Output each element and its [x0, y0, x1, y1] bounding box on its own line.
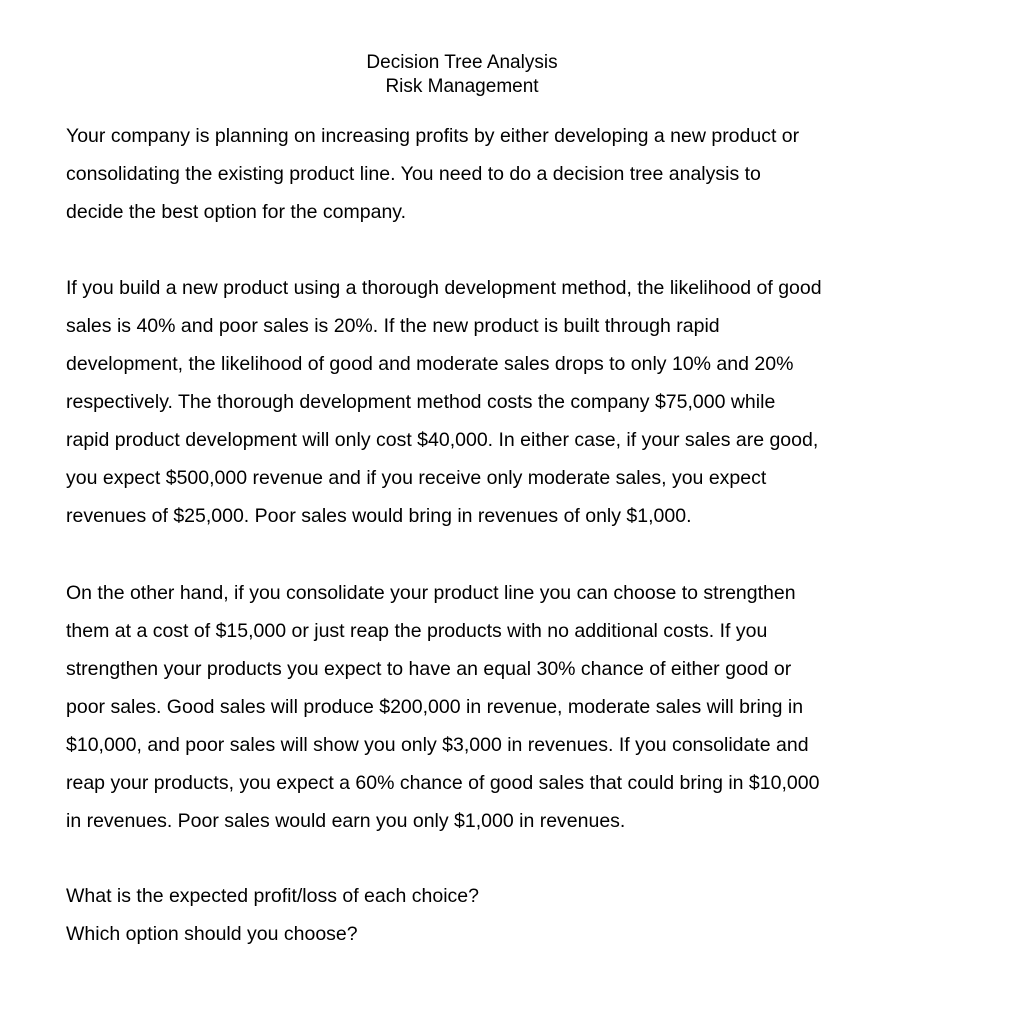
paragraph-line: On the other hand, if you consolidate your product line you can choose to strengthen [66, 582, 796, 604]
document-title: Decision Tree Analysis [366, 52, 558, 73]
paragraph-line: Your company is planning on increasing profits by either developing a new product or [66, 125, 800, 147]
paragraph-line: strengthen your products you expect to have an equal 30% chance of either good or [66, 658, 792, 680]
paragraph-line: respectively. The thorough development method costs the company $75,000 while [66, 391, 776, 413]
paragraph-new-product [66, 269, 936, 535]
paragraph-line: If you build a new product using a thorough development method, the likelihood of good [66, 277, 822, 299]
question-line: What is the expected profit/loss of each choice? [66, 885, 479, 907]
paragraph-intro [66, 117, 936, 231]
paragraph-line: poor sales. Good sales will produce $200,000 in revenue, moderate sales will bring in [66, 696, 804, 718]
document-subtitle: Risk Management [385, 76, 539, 97]
paragraph-line: in revenues. Poor sales would earn you only $1,000 in revenues. [66, 810, 626, 832]
question-line: Which option should you choose? [66, 923, 358, 945]
paragraph-line: sales is 40% and poor sales is 20%. If the new product is built through rapid [66, 315, 720, 337]
paragraph-line: rapid product development will only cost $40,000. In either case, if your sales are good, [66, 429, 819, 451]
paragraph-line: reap your products, you expect a 60% chance of good sales that could bring in $10,000 [66, 772, 820, 794]
paragraph-line: you expect $500,000 revenue and if you receive only moderate sales, you expect [66, 467, 767, 489]
title-block [0, 51, 924, 99]
paragraph-consolidate [66, 574, 936, 840]
paragraph-line: consolidating the existing product line. You need to do a decision tree analysis to [66, 163, 761, 185]
questions-block [66, 877, 936, 953]
paragraph-line: decide the best option for the company. [66, 201, 407, 223]
paragraph-line: revenues of $25,000. Poor sales would bring in revenues of only $1,000. [66, 505, 692, 527]
paragraph-line: them at a cost of $15,000 or just reap the products with no additional costs. If you [66, 620, 768, 642]
paragraph-line: development, the likelihood of good and moderate sales drops to only 10% and 20% [66, 353, 794, 375]
paragraph-line: $10,000, and poor sales will show you only $3,000 in revenues. If you consolidate and [66, 734, 809, 756]
